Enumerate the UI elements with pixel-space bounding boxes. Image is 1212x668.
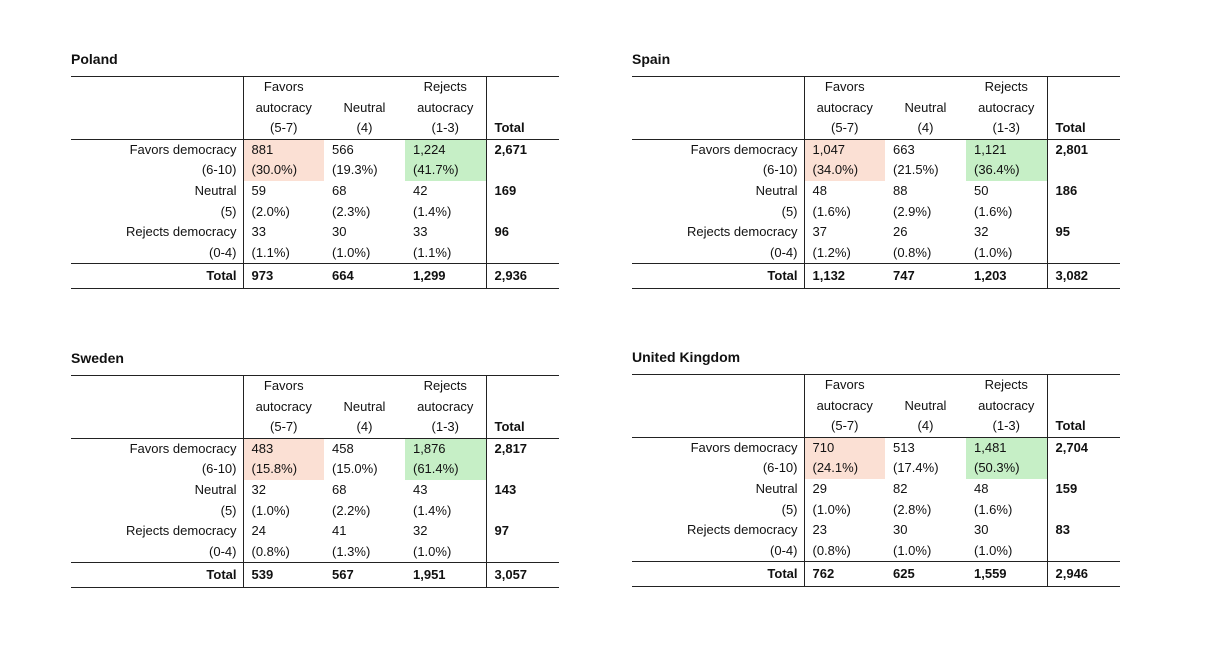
header-favors-autocracy: Favors — [243, 77, 324, 98]
cell-count: 458 — [324, 438, 405, 459]
column-total: 664 — [324, 264, 405, 289]
table-row — [71, 139, 559, 160]
row-label: Rejects democracy — [125, 224, 237, 240]
row-label-range: (5) — [781, 501, 798, 517]
header-row — [632, 396, 1120, 417]
cell-percent: (2.2%) — [332, 502, 371, 518]
column-total: 1,559 — [966, 562, 1047, 587]
header-row — [71, 77, 559, 98]
cell-count: 566 — [324, 139, 405, 160]
header-row — [632, 77, 1120, 98]
table-row — [71, 202, 559, 223]
header-total: Total — [486, 118, 559, 139]
table-row — [632, 437, 1120, 458]
header-neutral: (4) — [356, 120, 373, 136]
row-total: 169 — [486, 181, 559, 202]
row-label-range: (6-10) — [762, 162, 798, 178]
row-label-range: (6-10) — [762, 460, 798, 476]
cell-count: 59 — [243, 181, 324, 202]
row-label: Favors democracy — [71, 438, 243, 459]
row-label-range: (0-4) — [209, 543, 237, 559]
header-row — [632, 375, 1120, 396]
table-row — [632, 479, 1120, 500]
table-row — [632, 541, 1120, 562]
row-label: Rejects democracy — [125, 523, 237, 539]
row-label-range: (5) — [781, 203, 798, 219]
crosstab-table — [71, 375, 559, 588]
row-total: 83 — [1047, 520, 1120, 541]
cell-count: 82 — [893, 480, 908, 496]
table-row — [632, 458, 1120, 479]
cell-count: 88 — [893, 182, 908, 198]
cell-percent: (15.8%) — [243, 459, 324, 480]
header-row — [71, 397, 559, 418]
cell-count: 26 — [893, 224, 908, 240]
total-label: Total — [632, 562, 804, 587]
country-title: United Kingdom — [632, 349, 741, 365]
table-row — [71, 459, 559, 480]
row-total: 2,671 — [486, 139, 559, 160]
row-label-range: (6-10) — [201, 162, 237, 178]
cell-percent: (1.4%) — [413, 203, 452, 219]
cell-count: 48 — [974, 480, 989, 496]
header-neutral: (4) — [917, 418, 934, 434]
header-favors-autocracy: autocracy — [804, 396, 885, 417]
cell-count: 483 — [243, 438, 324, 459]
table-row — [632, 139, 1120, 160]
column-total: 762 — [804, 562, 885, 587]
cell-count: 50 — [974, 182, 989, 198]
cell-count: 513 — [885, 437, 966, 458]
cell-percent: (0.8%) — [804, 541, 885, 562]
row-label-range: (5) — [220, 203, 237, 219]
cell-percent: (1.0%) — [332, 244, 371, 260]
header-total: Total — [1047, 416, 1120, 437]
column-total: 1,132 — [804, 264, 885, 289]
table-row — [71, 501, 559, 522]
header-favors-autocracy: Favors — [804, 77, 885, 98]
cell-count: 43 — [413, 481, 428, 497]
cell-percent: (0.8%) — [893, 244, 932, 260]
table-row — [71, 438, 559, 459]
total-row — [632, 264, 1120, 289]
cell-percent: (1.0%) — [974, 542, 1013, 558]
cell-count: 1,224 — [405, 139, 486, 160]
header-row — [71, 98, 559, 119]
row-total: 2,704 — [1047, 437, 1120, 458]
cell-count: 30 — [974, 522, 989, 538]
row-label: Neutral — [755, 480, 798, 496]
cell-count: 710 — [804, 437, 885, 458]
cell-percent: (2.9%) — [893, 203, 932, 219]
table-row — [71, 243, 559, 264]
table-row — [71, 542, 559, 563]
table-row — [632, 500, 1120, 521]
total-row — [71, 563, 559, 588]
row-label: Neutral — [194, 182, 237, 198]
row-label: Favors democracy — [632, 437, 804, 458]
row-total: 97 — [486, 521, 559, 542]
cell-count: 33 — [243, 222, 324, 243]
column-total: 567 — [324, 563, 405, 588]
cell-percent: (1.3%) — [332, 543, 371, 559]
total-row — [71, 264, 559, 289]
cell-percent: (2.3%) — [332, 203, 371, 219]
row-total: 2,817 — [486, 438, 559, 459]
cell-percent: (41.7%) — [405, 160, 486, 181]
cell-percent: (1.0%) — [413, 543, 452, 559]
total-label: Total — [71, 264, 243, 289]
cell-count: 29 — [804, 479, 885, 500]
cell-count: 30 — [332, 224, 347, 240]
table-row — [632, 202, 1120, 223]
header-row — [632, 416, 1120, 437]
cell-percent: (1.0%) — [974, 244, 1013, 260]
column-total: 1,951 — [405, 563, 486, 588]
header-neutral: (4) — [356, 419, 373, 435]
cell-count: 23 — [804, 520, 885, 541]
cell-count: 1,481 — [966, 437, 1047, 458]
cell-percent: (1.1%) — [243, 243, 324, 264]
row-label: Neutral — [194, 481, 237, 497]
cell-percent: (1.6%) — [804, 202, 885, 223]
row-label: Rejects democracy — [686, 522, 798, 538]
row-total: 143 — [486, 480, 559, 501]
cell-count: 663 — [885, 139, 966, 160]
header-row — [632, 118, 1120, 139]
cell-count: 881 — [243, 139, 324, 160]
cell-count: 32 — [413, 523, 428, 539]
cell-percent: (1.0%) — [243, 501, 324, 522]
header-favors-autocracy: autocracy — [243, 397, 324, 418]
cell-percent: (36.4%) — [966, 160, 1047, 181]
cell-percent: (17.4%) — [893, 460, 939, 476]
row-label: Favors democracy — [71, 139, 243, 160]
row-total: 96 — [486, 222, 559, 243]
row-total: 2,801 — [1047, 139, 1120, 160]
column-total: 1,299 — [405, 264, 486, 289]
cell-percent: (1.2%) — [804, 243, 885, 264]
header-neutral: (4) — [917, 120, 934, 136]
header-rejects-autocracy: autocracy — [417, 99, 474, 115]
crosstab-table — [632, 76, 1120, 289]
header-favors-autocracy: (5-7) — [243, 118, 324, 139]
header-row — [71, 417, 559, 438]
table-row — [71, 160, 559, 181]
total-row — [632, 562, 1120, 587]
header-favors-autocracy: Favors — [804, 375, 885, 396]
row-total: 186 — [1047, 181, 1120, 202]
grand-total: 3,082 — [1047, 264, 1120, 289]
grand-total: 3,057 — [486, 563, 559, 588]
cell-percent: (1.6%) — [974, 501, 1013, 517]
header-neutral: Neutral — [904, 99, 947, 115]
cell-percent: (30.0%) — [243, 160, 324, 181]
table-row — [71, 222, 559, 243]
cell-percent: (50.3%) — [966, 458, 1047, 479]
cell-count: 41 — [332, 523, 347, 539]
cell-percent: (19.3%) — [332, 162, 378, 178]
header-rejects-autocracy: Rejects — [966, 77, 1047, 98]
total-label: Total — [71, 563, 243, 588]
cell-count: 30 — [893, 522, 908, 538]
header-rejects-autocracy: Rejects — [966, 375, 1047, 396]
header-total: Total — [1047, 118, 1120, 139]
cell-percent: (0.8%) — [243, 542, 324, 563]
country-title: Spain — [632, 51, 671, 67]
header-rejects-autocracy: autocracy — [978, 397, 1035, 413]
cell-percent: (1.0%) — [893, 542, 932, 558]
row-label-range: (0-4) — [770, 542, 798, 558]
row-label-range: (6-10) — [201, 461, 237, 477]
crosstab-table — [632, 374, 1120, 587]
cell-percent: (2.0%) — [243, 202, 324, 223]
column-total: 539 — [243, 563, 324, 588]
cell-count: 32 — [243, 480, 324, 501]
table-row — [632, 181, 1120, 202]
header-neutral: Neutral — [343, 398, 386, 414]
table-row — [632, 520, 1120, 541]
header-favors-autocracy: (5-7) — [804, 118, 885, 139]
table-row — [632, 243, 1120, 264]
header-rejects-autocracy: (1-3) — [431, 419, 459, 435]
cell-count: 32 — [974, 224, 989, 240]
cell-percent: (61.4%) — [405, 459, 486, 480]
cell-percent: (1.6%) — [974, 203, 1013, 219]
column-total: 747 — [885, 264, 966, 289]
column-total: 1,203 — [966, 264, 1047, 289]
total-label: Total — [632, 264, 804, 289]
row-label-range: (0-4) — [209, 244, 237, 260]
row-total: 95 — [1047, 222, 1120, 243]
header-rejects-autocracy: Rejects — [405, 77, 486, 98]
row-label-range: (5) — [220, 502, 237, 518]
cell-percent: (2.8%) — [893, 501, 932, 517]
cell-percent: (24.1%) — [804, 458, 885, 479]
row-label: Favors democracy — [632, 139, 804, 160]
header-favors-autocracy: autocracy — [804, 98, 885, 119]
cell-count: 48 — [804, 181, 885, 202]
header-rejects-autocracy: (1-3) — [431, 120, 459, 136]
row-label: Neutral — [755, 182, 798, 198]
table-row — [632, 160, 1120, 181]
cell-percent: (1.1%) — [413, 244, 452, 260]
cell-count: 42 — [413, 182, 428, 198]
header-favors-autocracy: (5-7) — [243, 417, 324, 438]
column-total: 625 — [885, 562, 966, 587]
table-row — [71, 480, 559, 501]
table-row — [71, 521, 559, 542]
header-favors-autocracy: (5-7) — [804, 416, 885, 437]
cell-percent: (1.4%) — [413, 502, 452, 518]
cell-count: 68 — [332, 182, 347, 198]
cell-count: 37 — [804, 222, 885, 243]
cell-percent: (15.0%) — [332, 461, 378, 477]
country-title: Poland — [71, 51, 118, 67]
header-favors-autocracy: autocracy — [243, 98, 324, 119]
row-label-range: (0-4) — [770, 244, 798, 260]
header-rejects-autocracy: (1-3) — [992, 120, 1020, 136]
cell-percent: (21.5%) — [893, 162, 939, 178]
header-row — [632, 98, 1120, 119]
cell-count: 24 — [243, 521, 324, 542]
cell-count: 68 — [332, 481, 347, 497]
column-total: 973 — [243, 264, 324, 289]
header-rejects-autocracy: (1-3) — [992, 418, 1020, 434]
cell-percent: (34.0%) — [804, 160, 885, 181]
row-label: Rejects democracy — [686, 224, 798, 240]
header-neutral: Neutral — [343, 99, 386, 115]
header-neutral: Neutral — [904, 397, 947, 413]
cell-count: 1,876 — [405, 438, 486, 459]
grand-total: 2,946 — [1047, 562, 1120, 587]
header-rejects-autocracy: autocracy — [978, 99, 1035, 115]
cell-percent: (1.0%) — [804, 500, 885, 521]
header-rejects-autocracy: Rejects — [405, 376, 486, 397]
country-title: Sweden — [71, 350, 124, 366]
row-total: 159 — [1047, 479, 1120, 500]
grand-total: 2,936 — [486, 264, 559, 289]
table-row — [71, 181, 559, 202]
header-row — [71, 118, 559, 139]
header-rejects-autocracy: autocracy — [417, 398, 474, 414]
cell-count: 33 — [413, 224, 428, 240]
crosstab-table — [71, 76, 559, 289]
cell-count: 1,121 — [966, 139, 1047, 160]
header-row — [71, 376, 559, 397]
table-row — [632, 222, 1120, 243]
header-total: Total — [486, 417, 559, 438]
header-favors-autocracy: Favors — [243, 376, 324, 397]
cell-count: 1,047 — [804, 139, 885, 160]
